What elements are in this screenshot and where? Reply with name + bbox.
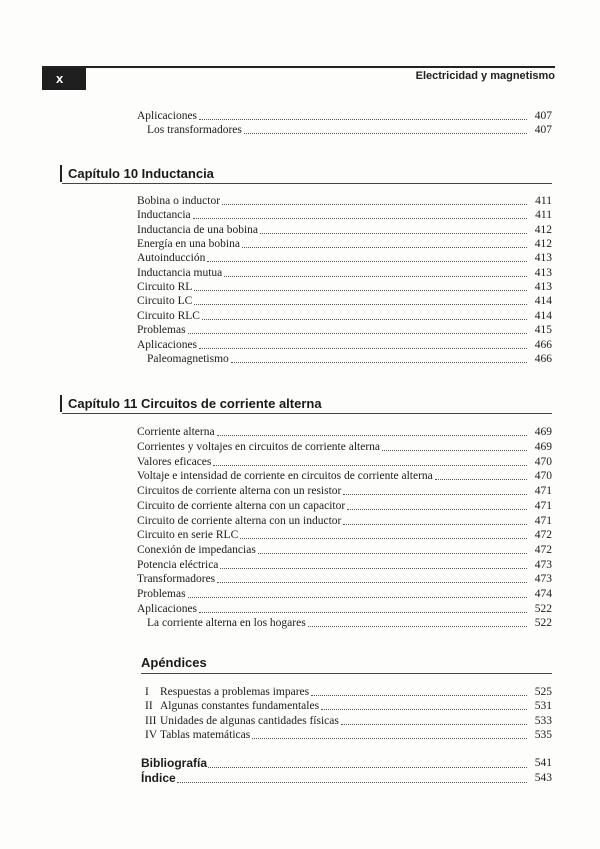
toc-entry-page: 469 <box>534 441 552 453</box>
toc-entry-label: Circuito LC <box>137 295 193 307</box>
dot-leader <box>199 348 527 349</box>
toc-entry-page: 541 <box>534 757 552 769</box>
page-number-box <box>42 68 86 90</box>
toc-entry-label: Índice <box>141 771 176 785</box>
toc-entry-label: Inductancia mutua <box>137 267 223 279</box>
toc-entry-label: Circuito RLC <box>137 310 200 322</box>
dot-leader <box>435 479 527 480</box>
toc-entry[interactable] <box>137 194 552 208</box>
chapter-rule <box>62 413 552 414</box>
toc-entry-page: 414 <box>534 310 552 322</box>
toc-entry[interactable] <box>137 602 552 616</box>
dot-leader <box>382 450 527 451</box>
toc-entry[interactable] <box>137 338 552 352</box>
appendix-entry[interactable] <box>145 728 552 742</box>
running-title: Electricidad y magnetismo <box>415 70 555 82</box>
toc-entry[interactable] <box>137 208 552 222</box>
toc-entry[interactable] <box>137 543 552 557</box>
toc-entry-page: 533 <box>534 715 552 727</box>
toc-entry-page: 522 <box>534 617 552 629</box>
dot-leader <box>244 133 527 134</box>
toc-entry-label: Circuitos de corriente alterna con un resistor <box>137 485 342 497</box>
toc-entry-page: 535 <box>534 729 552 741</box>
toc-entry-label: Los transformadores <box>147 124 242 136</box>
toc-entry-label: Voltaje e intensidad de corriente en circuitos de corriente alterna <box>137 470 433 482</box>
toc-entry-label: Aplicaciones <box>137 110 198 122</box>
toc-entry-label: Circuito de corriente alterna con un inductor <box>137 515 342 527</box>
toc-entry-page: 411 <box>535 209 552 221</box>
toc-entry-page: 466 <box>534 353 552 365</box>
appendices-heading[interactable]: Apéndices <box>141 655 207 670</box>
dot-leader <box>207 261 527 262</box>
toc-entry[interactable] <box>137 455 552 469</box>
toc-entry-label: Circuito de corriente alterna con un capacitor <box>137 500 346 512</box>
toc-entry[interactable] <box>137 309 552 323</box>
chapter-bar <box>60 395 62 412</box>
dot-leader <box>213 465 527 466</box>
appendix-number: III <box>145 715 157 727</box>
toc-entry-page: 413 <box>534 281 552 293</box>
toc-entry[interactable] <box>137 572 552 586</box>
toc-entry-page: 411 <box>535 195 552 207</box>
toc-entry-page: 543 <box>534 772 552 784</box>
toc-entry-label: Energía en una bobina <box>137 238 240 250</box>
dot-leader <box>194 290 527 291</box>
toc-entry-label: Aplicaciones <box>137 339 198 351</box>
chapter-title: Capítulo 11 Circuitos de corriente alterna <box>68 396 322 411</box>
toc-entry-page: 413 <box>534 267 552 279</box>
chapter-title: Capítulo 10 Inductancia <box>68 166 214 181</box>
toc-entry-label: Corrientes y voltajes en circuitos de corriente alterna <box>137 441 380 453</box>
toc-entry-page: 415 <box>534 324 552 336</box>
dot-leader <box>311 695 527 696</box>
toc-entry[interactable] <box>137 237 552 251</box>
toc-entry-label: Inductancia de una bobina <box>137 224 259 236</box>
appendix-number: II <box>145 700 153 712</box>
toc-entry[interactable] <box>137 266 552 280</box>
toc-entry-page: 414 <box>534 295 552 307</box>
dot-leader <box>231 362 527 363</box>
toc-entry-label: Aplicaciones <box>137 603 198 615</box>
toc-entry[interactable] <box>147 123 552 137</box>
appendix-entry[interactable] <box>145 714 552 728</box>
dot-leader <box>252 738 527 739</box>
toc-entry-page: 472 <box>534 544 552 556</box>
dot-leader <box>343 524 527 525</box>
toc-entry[interactable] <box>137 558 552 572</box>
page-header <box>42 66 555 88</box>
toc-entry-label: Conexión de impedancias <box>137 544 256 556</box>
toc-entry-page: 474 <box>534 588 552 600</box>
dot-leader <box>217 582 527 583</box>
dot-leader <box>343 494 527 495</box>
toc-entry[interactable] <box>137 109 552 123</box>
chapter-10-heading[interactable] <box>60 165 552 183</box>
appendix-entry-text <box>145 714 339 728</box>
dot-leader <box>188 597 527 598</box>
dot-leader <box>199 119 527 120</box>
toc-entry[interactable] <box>137 528 552 542</box>
appendix-entry-text <box>145 728 250 742</box>
toc-entry[interactable] <box>137 323 552 337</box>
toc-entry-label: Problemas <box>137 324 186 336</box>
toc-entry-page: 472 <box>534 529 552 541</box>
bibliography-entry[interactable] <box>141 756 552 771</box>
dot-leader <box>347 509 527 510</box>
toc-entry-page: 522 <box>534 603 552 615</box>
toc-entry-label: Paleomagnetismo <box>147 353 229 365</box>
dot-leader <box>321 709 527 710</box>
toc-entry-page: 473 <box>534 559 552 571</box>
dot-leader <box>202 319 527 320</box>
page-number: x <box>56 71 64 86</box>
toc-entry[interactable] <box>137 223 552 237</box>
toc-entry-page: 407 <box>534 124 552 136</box>
dot-leader <box>193 218 527 219</box>
dot-leader <box>194 304 527 305</box>
toc-entry[interactable] <box>137 499 552 513</box>
toc-entry-label: Valores eficaces <box>137 456 212 468</box>
dot-leader <box>220 568 527 569</box>
toc-entry[interactable] <box>137 514 552 528</box>
toc-entry-label: Bobina o inductor <box>137 195 221 207</box>
toc-entry-page: 531 <box>534 700 552 712</box>
appendix-entry[interactable] <box>145 699 552 713</box>
toc-entry-label: Corriente alterna <box>137 426 215 438</box>
toc-entry-label: Transformadores <box>137 573 216 585</box>
dot-leader <box>242 247 527 248</box>
toc-entry-label: Circuito en serie RLC <box>137 529 239 541</box>
toc-entry[interactable] <box>137 280 552 294</box>
appendix-number: IV <box>145 729 158 741</box>
appendix-label: Algunas constantes fundamentales <box>160 700 320 712</box>
toc-entry-label: La corriente alterna en los hogares <box>147 617 306 629</box>
appendices-rule <box>141 673 552 674</box>
appendix-label: Unidades de algunas cantidades físicas <box>160 715 339 727</box>
appendix-entry-text <box>145 699 319 713</box>
toc-entry[interactable] <box>147 616 552 630</box>
dot-leader <box>240 538 527 539</box>
toc-entry-page: 473 <box>534 573 552 585</box>
toc-entry-page: 471 <box>534 500 552 512</box>
toc-entry-page: 525 <box>534 686 552 698</box>
dot-leader <box>177 782 527 783</box>
chapter-rule <box>62 183 552 184</box>
appendix-label: Respuestas a problemas impares <box>160 686 310 698</box>
dot-leader <box>208 767 527 768</box>
dot-leader <box>222 204 527 205</box>
toc-entry[interactable] <box>137 484 552 498</box>
toc-entry-label: Potencia eléctrica <box>137 559 219 571</box>
dot-leader <box>258 553 527 554</box>
appendix-number: I <box>145 686 149 698</box>
toc-entry[interactable] <box>147 352 552 366</box>
dot-leader <box>224 276 527 277</box>
dot-leader <box>199 612 527 613</box>
toc-entry-page: 413 <box>534 252 552 264</box>
toc-entry[interactable] <box>137 469 552 483</box>
toc-entry-label: Problemas <box>137 588 186 600</box>
appendix-entry[interactable] <box>145 685 552 699</box>
toc-entry-page: 412 <box>534 224 552 236</box>
chapter-11-heading[interactable] <box>60 395 552 413</box>
toc-entry[interactable] <box>137 440 552 454</box>
header-rule <box>42 66 555 68</box>
toc-entry-page: 412 <box>534 238 552 250</box>
toc-entry-page: 466 <box>534 339 552 351</box>
toc-entry-page: 470 <box>534 470 552 482</box>
appendix-entry-text <box>145 685 309 699</box>
appendix-label: Tablas matemáticas <box>160 729 251 741</box>
toc-entry-label: Autoinducción <box>137 252 206 264</box>
dot-leader <box>188 333 527 334</box>
chapter-bar <box>60 165 62 182</box>
toc-entry[interactable] <box>137 425 552 439</box>
toc-entry-page: 471 <box>534 485 552 497</box>
toc-entry-label: Circuito RL <box>137 281 193 293</box>
dot-leader <box>260 233 527 234</box>
toc-entry[interactable] <box>137 587 552 601</box>
dot-leader <box>341 724 527 725</box>
dot-leader <box>217 435 527 436</box>
dot-leader <box>308 626 527 627</box>
toc-entry[interactable] <box>137 294 552 308</box>
toc-entry[interactable] <box>137 251 552 265</box>
toc-entry-page: 471 <box>534 515 552 527</box>
toc-entry-page: 407 <box>534 110 552 122</box>
toc-entry-page: 470 <box>534 456 552 468</box>
toc-entry-page: 469 <box>534 426 552 438</box>
toc-entry-label: Bibliografía <box>141 756 208 770</box>
index-entry[interactable] <box>141 771 552 786</box>
toc-entry-label: Inductancia <box>137 209 191 221</box>
